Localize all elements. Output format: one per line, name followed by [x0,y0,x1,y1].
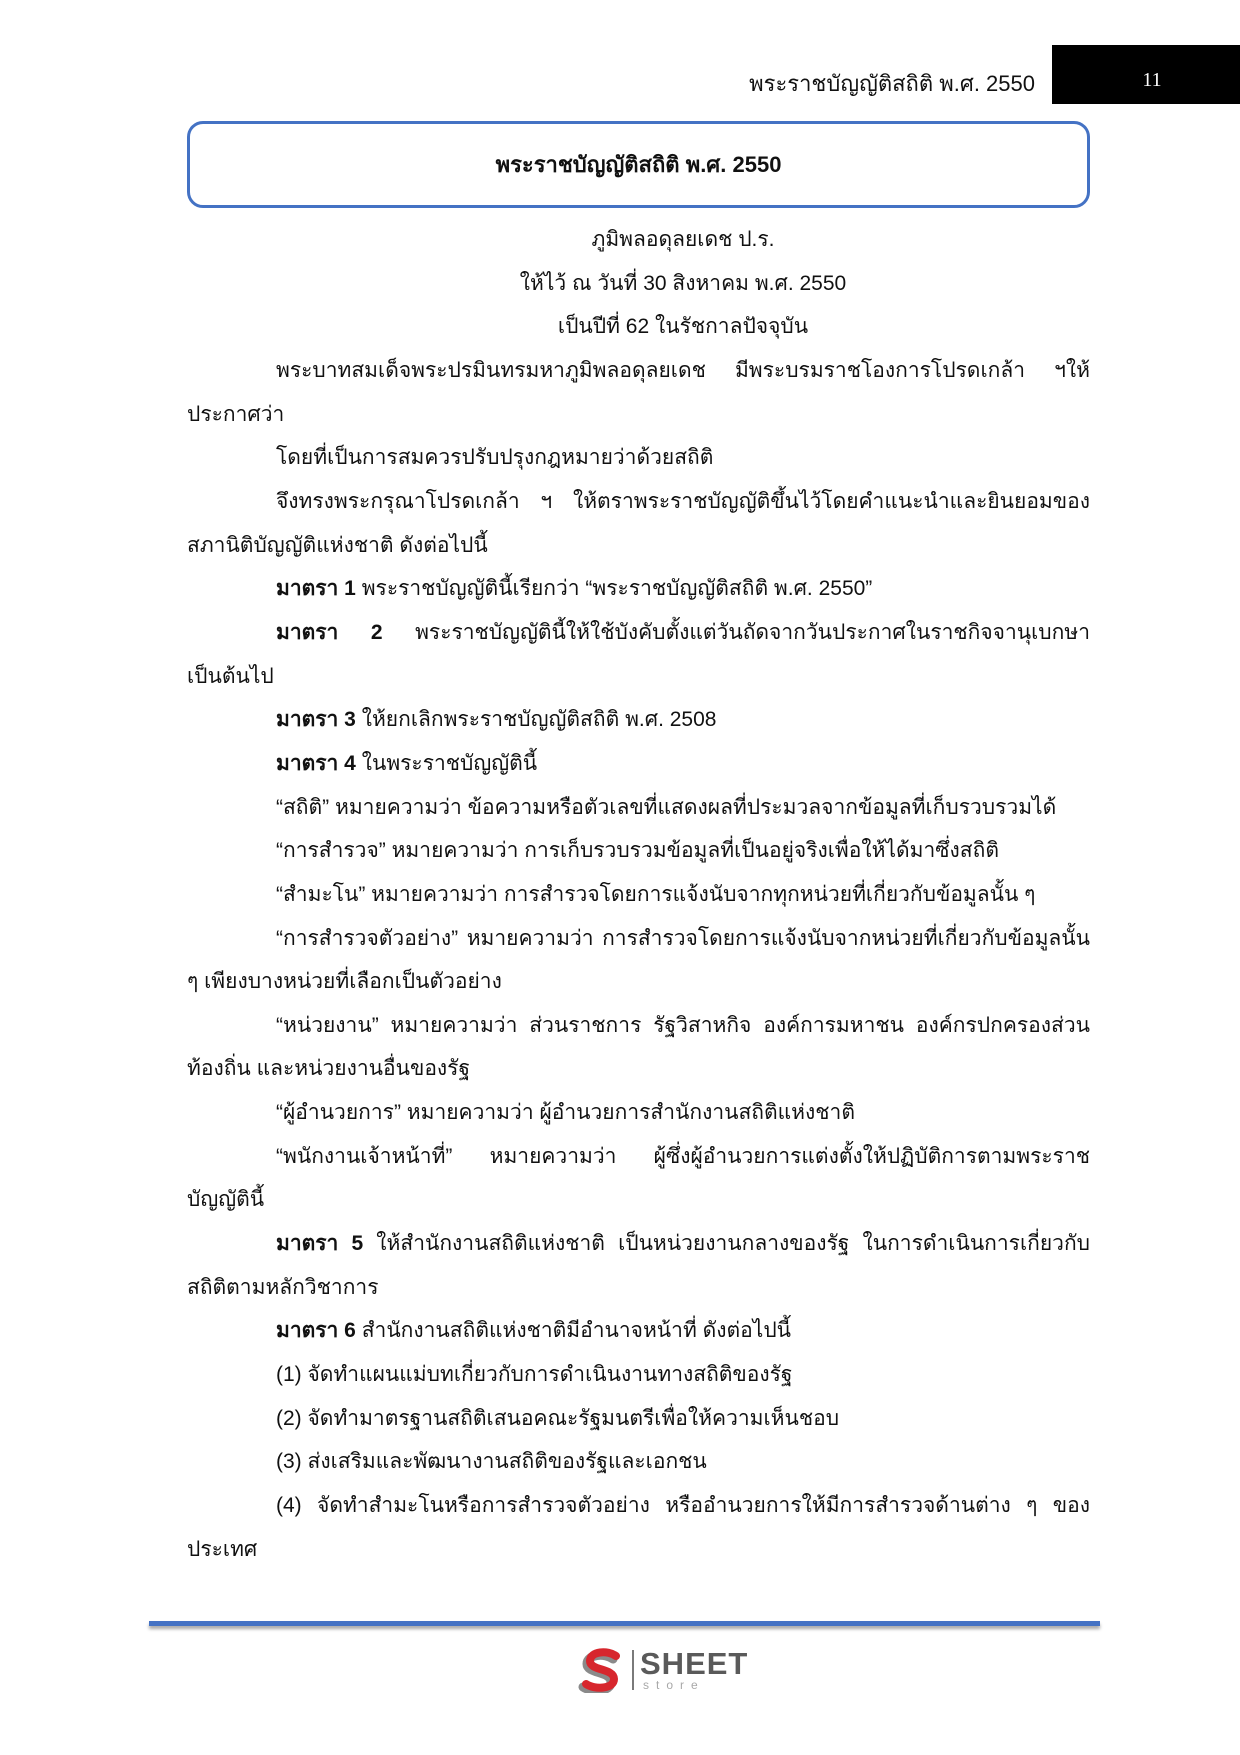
page-number-box [1052,45,1240,104]
definition-item: “สถิติ” หมายความว่า ข้อความหรือตัวเลขที่แสดงผลที่ประมวลจากข้อมูลที่เก็บรวบรวมได้ [276,795,1057,819]
logo-divider [632,1650,634,1690]
proclamation-paragraph: พระบาทสมเด็จพระปรมินทรมหาภูมิพลอดุลยเดช มีพระบรมราชโองการโปรดเกล้า ฯให้ประกาศว่า [187,358,1090,426]
section-6 [187,1309,1090,1353]
duty-item: (4) จัดทำสำมะโนหรือการสำรวจตัวอย่าง หรืออำนวยการให้มีการสำรวจด้านต่าง ๆ ของประเทศ [187,1494,1090,1561]
definition-item: “การสำรวจ” หมายความว่า การเก็บรวบรวมข้อมูลที่เป็นอยู่จริงเพื่อให้ได้มาซึ่งสถิติ [276,839,999,863]
section-4 [187,742,1090,786]
duty-item: (2) จัดทำมาตรฐานสถิติเสนอคณะรัฐมนตรีเพื่อให้ความเห็นชอบ [276,1406,840,1430]
logo-wordmark [640,1646,749,1692]
section-text: ให้สำนักงานสถิติแห่งชาติ เป็นหน่วยงานกลางของรัฐ ในการดำเนินการเกี่ยวกับสถิติตามหลักวิชาการ [187,1232,1090,1299]
document-title-box [187,121,1090,208]
reign-year: เป็นปีที่ 62 ในรัชกาลปัจจุบัน [557,315,809,339]
enacting-paragraph: จึงทรงพระกรุณาโปรดเกล้า ฯ ให้ตราพระราชบัญญัติขึ้นไว้โดยคำแนะนำและยินยอมของสภานิติบัญญัติแห่งชาติ ดังต่อไปนี้ [187,489,1090,557]
section-label: มาตรา 2 [276,620,383,644]
document-body [187,218,1090,1571]
section-text: สำนักงานสถิติแห่งชาติมีอำนาจหน้าที่ ดังต่อไปนี้ [361,1319,792,1343]
section-text: ให้ยกเลิกพระราชบัญญัติสถิติ พ.ศ. 2508 [361,708,717,732]
section-label: มาตรา 3 [276,708,356,732]
section-label: มาตรา 5 [276,1232,364,1256]
definition-item: “ผู้อำนวยการ” หมายความว่า ผู้อำนวยการสำนักงานสถิติแห่งชาติ [276,1101,855,1125]
logo-text: SHEET [640,1646,749,1681]
section-label: มาตรา 6 [276,1319,356,1343]
section-text: ในพระราชบัญญัตินี้ [361,751,538,775]
section-text: พระราชบัญญัตินี้ให้ใช้บังคับตั้งแต่วันถัดจากวันประกาศในราชกิจจานุเบกษาเป็นต้นไป [187,620,1090,688]
section-3 [187,698,1090,742]
section-text: พระราชบัญญัตินี้เรียกว่า “พระราชบัญญัติสถิติ พ.ศ. 2550” [361,577,873,601]
page-number: 11 [1142,69,1162,91]
section-2 [187,611,1090,698]
sheet-store-s-logo-icon [578,1647,626,1693]
logo-subtext: store [643,1678,705,1692]
definition-item: “สำมะโน” หมายความว่า การสำรวจโดยการแจ้งนับจากทุกหน่วยที่เกี่ยวกับข้อมูลนั้น ๆ [276,882,1036,906]
section-label: มาตรา 1 [276,577,356,601]
section-1 [187,567,1090,611]
definition-item: “พนักงานเจ้าหน้าที่” หมายความว่า ผู้ซึ่งผู้อำนวยการแต่งตั้งให้ปฏิบัติการตามพระราชบัญญัตินี้ [187,1144,1090,1212]
footer-logo [578,1645,748,1695]
section-5 [187,1222,1090,1309]
definition-item: “การสำรวจตัวอย่าง” หมายความว่า การสำรวจโดยการแจ้งนับจากหน่วยที่เกี่ยวกับข้อมูลนั้น ๆ เพียงบางหน่วยที่เลือกเป็นตัวอย่าง [187,926,1090,994]
given-date: ให้ไว้ ณ วันที่ 30 สิงหาคม พ.ศ. 2550 [519,271,847,295]
whereas-paragraph: โดยที่เป็นการสมควรปรับปรุงกฎหมายว่าด้วยสถิติ [276,446,714,470]
running-header-title: พระราชบัญญัติสถิติ พ.ศ. 2550 [749,71,1035,96]
royal-signature: ภูมิพลอดุลยเดช ป.ร. [591,228,775,251]
footer-divider [149,1621,1100,1626]
definition-item: “หน่วยงาน” หมายความว่า ส่วนราชการ รัฐวิสาหกิจ องค์การมหาชน องค์กรปกครองส่วนท้องถิ่น และหน่วยงานอื่นของรัฐ [187,1013,1090,1081]
duty-item: (1) จัดทำแผนแม่บทเกี่ยวกับการดำเนินงานทางสถิติของรัฐ [276,1363,793,1387]
document-title: พระราชบัญญัติสถิติ พ.ศ. 2550 [495,152,782,177]
section-label: มาตรา 4 [276,751,356,775]
duty-item: (3) ส่งเสริมและพัฒนางานสถิติของรัฐและเอกชน [276,1450,707,1474]
